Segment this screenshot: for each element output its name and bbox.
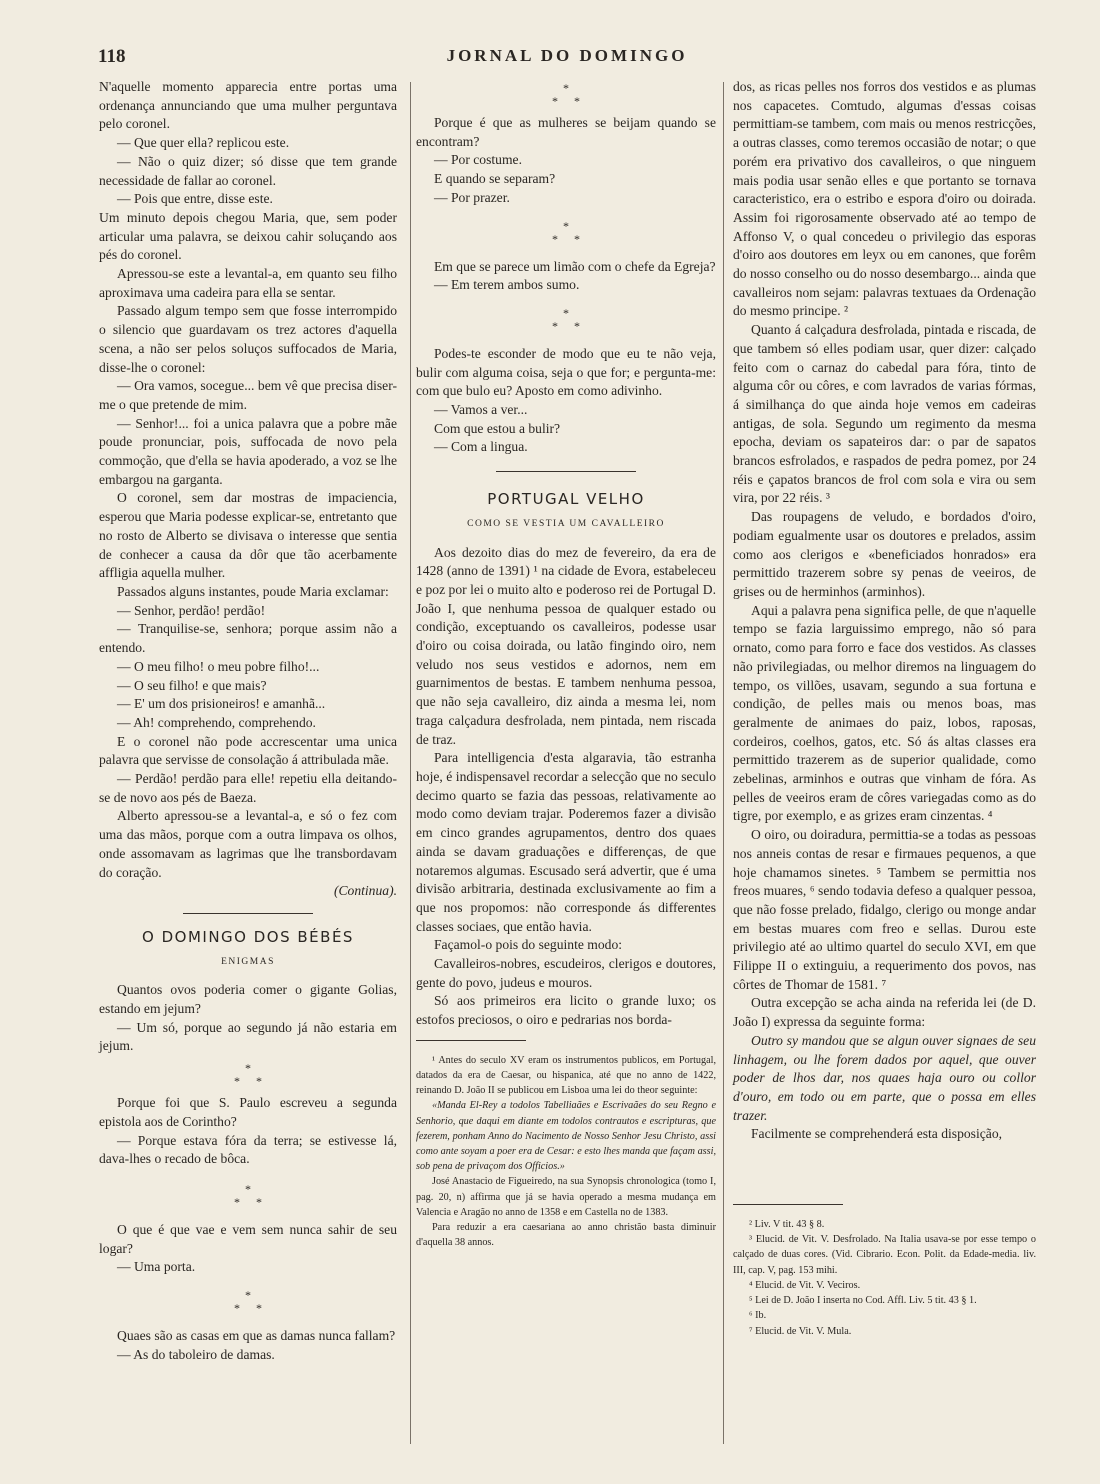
footnote: ⁴ Elucid. de Vit. V. Veciros. — [749, 1279, 861, 1291]
story-paragraph: Apressou-se este a levantal-a, em quanto seu filho aproximava uma cadeira para ella se sentar. — [99, 266, 397, 300]
column-2 — [416, 78, 716, 1250]
article-paragraph: Só aos primeiros era licito o grande luxo; os estofos preciosos, o oiro e pedrarias nos borda- — [416, 993, 716, 1028]
footnote: ⁵ Lei de D. João I inserta no Cod. Affl. Liv. 5 tit. 43 § 1. — [749, 1295, 977, 1307]
riddle-question: E quando se separam? — [434, 171, 556, 187]
section-subtitle: ENIGMAS — [221, 956, 275, 967]
section-title: PORTUGAL VELHO — [487, 490, 645, 509]
dialogue-line: — Tranquilise-se, senhora; porque assim não a entendo. — [99, 621, 397, 656]
footnote: Para reduzir a era caesariana ao anno christão basta diminuir d'aquella 38 annos. — [416, 1222, 716, 1249]
article-paragraph: Para intelligencia d'esta algaravia, tão estranha hoje, é indispensavel recordar a selecção que no seculo decimo quarto se fazia das pessoas, relativamente ao modo como deviam trajar. Poderemos fazer a divisão em cinco grandes agrupamentos, dentro dos quaes ainda se davam graduações e differenças, de que notaremos algumas. Escusado será advertir, que é uma divisão arbitraria, destinada exclusivamente ao fim a que nos propomos: não corresponde ás differentes classes sociaes, que então havia. — [416, 750, 716, 934]
story-paragraph: N'aquelle momento apparecia entre portas uma ordenança annunciando que uma mulher perguntava pelo coronel. — [99, 79, 397, 132]
story-paragraph: O coronel, sem dar mostras de impaciencia, esperou que Maria podesse explicar-se, entretanto que no rosto de Alberto se divisava o interesse que sentia de conhecer a causa da dôr que tão acerbamente affligia aquella mulher. — [99, 490, 397, 581]
dialogue-line: — O meu filho! o meu pobre filho!... — [117, 658, 320, 674]
article-paragraph: Façamol-o pois do seguinte modo: — [434, 937, 623, 953]
footnotes — [733, 1217, 1036, 1339]
quoted-law: Outro sy mandou que se algun ouver signaes de seu linhagem, ou lhe forem dados por aquel, que ouver poder de lhos dar, nos quaes haja ouro ou collor d'ouro, em todo ou em parte, que o possa em elles trazer. — [733, 1032, 1036, 1123]
asterism: * ** — [234, 1181, 278, 1209]
asterism: * ** — [552, 305, 596, 333]
footnotes — [416, 1053, 716, 1251]
riddle-question: Com que estou a bulir? — [434, 420, 561, 436]
dialogue-line: — Que quer ella? replicou este. — [117, 135, 290, 151]
article-paragraph: Facilmente se comprehenderá esta disposição, — [751, 1126, 1003, 1142]
article-paragraph: Das roupagens de veludo, e bordados d'oiro, podiam egualmente usar os doutores e prelados, assim como aos clerigos e «beneficiados honrados» era permittido trazerem sobre sy penas de veeiros, de grises ou de herminhos (arminhos). — [733, 509, 1036, 599]
dialogue-line: — Pois que entre, disse este. — [117, 191, 273, 207]
footnote-rule — [416, 1040, 526, 1041]
column-rule — [723, 82, 724, 1444]
footnote: ⁶ Ib. — [749, 1310, 767, 1322]
footnote-rule — [733, 1204, 843, 1205]
story-paragraph: Passado algum tempo sem que fosse interrompido o silencio que guardavam os trez actores d'aquella scena, a não ser pelos soluços suffocados de Maria, disse-lhe o coronel: — [99, 303, 397, 375]
footnote: José Anastacio de Figueiredo, na sua Synopsis chronologica (tomo I, pag. 20, n) affirma que já se havia operado a mesma mudança em Valencia e Aragão no anno de 1358 e em Castella no de 1383. — [416, 1176, 716, 1218]
asterism: * ** — [234, 1288, 278, 1316]
section-divider — [496, 471, 636, 472]
riddle-answer: — Em terem ambos sumo. — [434, 277, 580, 293]
enigma-question: Quaes são as casas em que as damas nunca fallam? — [117, 1328, 396, 1344]
asterism: * ** — [552, 81, 596, 108]
enigma-answer: — Um só, porque ao segundo já não estaria em jejum. — [99, 1019, 397, 1054]
story-paragraph: E o coronel não pode accrescentar uma unica palavra que servisse de consolação á attribulada mãe. — [99, 733, 397, 768]
article-paragraph: O oiro, ou doiradura, permittia-se a todas as pessoas nos anneis contas de resar e firmaues pequenos, a que hoje chamamos sinetes. ⁵ Tambem se permittia nos freos muares, ⁶ sendo todavia defeso a qualquer pessoa, que não fosse prelado, fidalgo, clerigo ou monge andar em bestas muares com freo e sellas. Durou este privilegio até ao ultimo quartel do seculo XVI, em que Filippe II o extinguiu, a requerimento dos povos, nas côrtes de Thomar de 1581. ⁷ — [733, 827, 1036, 992]
enigma-question: O que é que vae e vem sem nunca sahir de seu logar? — [99, 1221, 397, 1256]
dialogue-line: — Ah! comprehendo, comprehendo. — [117, 714, 316, 730]
article-paragraph: Outra excepção se acha ainda na referida lei (de D. João I) expressa da seguinte forma: — [733, 995, 1036, 1030]
dialogue-line: — Não o quiz dizer; só disse que tem grande necessidade de fallar ao coronel. — [99, 153, 397, 188]
riddle-question: Em que se parece um limão com o chefe da Egreja? — [434, 258, 716, 274]
section-divider — [183, 913, 313, 914]
masthead: JORNAL DO DOMINGO — [446, 46, 688, 65]
enigma-question: Quantos ovos poderia comer o gigante Golias, estando em jejum? — [99, 982, 397, 1017]
article-paragraph: dos, as ricas pelles nos forros dos vestidos e as plumas nos capacetes. Comtudo, algumas d'essas coisas permittiam-se tambem, com mais ou menos restricções, a outras classes, como teremos occasião de notar; o que porém era privativo dos cavalleiros, o que ninguem mais podia usar senão elles e que portanto se tornava caracteristico, era o estribo e espora d'oiro ou doirada. Assim foi rigorosamente observado até ao tempo de Affonso V, o qual concedeu o privilegio das esporas d'oiro aos doutores em leyx ou em canones, que forêm do nosso conselho ou do nosso desembargo... ainda que cavalleiros nom sejam: palavras textuaes da Ordenação do mesmo principe. ² — [733, 79, 1036, 319]
footnote: ² Liv. V tit. 43 § 8. — [749, 1219, 825, 1231]
asterism: * ** — [234, 1061, 278, 1089]
enigma-answer: — Uma porta. — [117, 1259, 196, 1275]
footnote: ³ Elucid. de Vit. V. Desfrolado. Na Italia usava-se por esse tempo o calçado de duas cores. (Vid. Cibrario. Econ. Polit. da Edade-media. liv. III, cap. V, pag. 153 mihi. — [733, 1234, 1036, 1276]
dialogue-line: — Senhor, perdão! perdão! — [117, 602, 266, 618]
footnote: ¹ Antes do seculo XV eram os instrumentos publicos, em Portugal, datados da era de Caesar, ou hispanica, até que no anno de 1422, reinando D. João II se publicou em Lisboa uma lei do theor seguinte: — [416, 1054, 716, 1097]
article-paragraph: Cavalleiros-nobres, escudeiros, clerigos e doutores, gente do povo, judeus e mouros. — [416, 956, 716, 990]
footnote-quote: «Manda El-Rey a todolos Tabelliaães e Escrivaães do seu Regno e Senhorio, que daqui em diante em todolos contrautos e escripturas, que fezerem, ponham Anno do Nacimento de Nosso Senhor Jesu Christo, assi como ante soyam a poer era de Cesar: e esto lhes manda que façam assi, sob pena de privaçom dos Officios.» — [416, 1100, 716, 1173]
asterism: * ** — [552, 218, 596, 246]
story-paragraph: Um minuto depois chegou Maria, que, sem poder articular uma palavra, se deixou cahir soluçando aos pés do coronel. — [99, 209, 397, 263]
dialogue-line: — O seu filho! e que mais? — [117, 677, 267, 693]
story-paragraph: Passados alguns instantes, poude Maria exclamar: — [117, 583, 389, 599]
dialogue-line: — Ora vamos, socegue... bem vê que precisa diser-me o que pretende de mim. — [99, 378, 397, 412]
page-header — [98, 42, 1036, 72]
enigma-answer: — As do taboleiro de damas. — [117, 1346, 275, 1362]
riddle-answer: — Por costume. — [434, 152, 522, 168]
column-rule — [410, 82, 411, 1444]
article-paragraph: Quanto á calçadura desfrolada, pintada e riscada, de que tambem só elles podiam usar, quer dizer: calçado feito com o carnaz do cabedal para fóra, tinto de alguma côr ou côres, e com lavrados de varias fórmas, á similhança do que ainda hoje vemos em cadeiras antigas, de sola. Segundo um regimento da mesma epocha, deviam os sapateiros dar: o par de sapatos brancos esfrolados, e raspados de pedra pomez, por 24 réis e çapatos brancos de frol com sola e vira ou sem vira, por 22 réis. ³ — [733, 322, 1036, 506]
section-subtitle: COMO SE VESTIA UM CAVALLEIRO — [467, 518, 665, 529]
section-title: O DOMINGO DOS BÉBÉS — [142, 927, 354, 946]
article-paragraph: Aqui a palavra pena significa pelle, de que n'aquelle tempo se fazia larguissimo emprego, não só para ornato, como para forro e face dos vestidos. As classes não privilegiadas, ou melhor diremos na linguagem do tempo, os villões, usavam, segundo a sua fortuna e condição, de pelles mais ou menos boas, mas geralmente de animaes do paiz, lobos, raposas, cordeiros, coelhos, gatos, etc. Só ás altas classes era permittido trazerem as de superior qualidade, como zebelinas, arminhos e outras que vinham de fóra. As pelles de veeiros eram de côres variegadas como as do tigre, por exemplo, e as grizes eram cinzentas. ⁴ — [733, 602, 1036, 824]
footnote: ⁷ Elucid. de Vit. V. Mula. — [749, 1325, 852, 1337]
page-number: 118 — [98, 46, 126, 67]
riddle-answer: — Por prazer. — [434, 189, 510, 205]
riddle-answer: — Vamos a ver... — [434, 402, 528, 418]
dialogue-line: — Perdão! perdão para elle! repetiu ella deitando-se de novo aos pés de Baeza. — [99, 771, 397, 805]
enigma-answer: — Porque estava fóra da terra; se estivesse lá, dava-lhes o recado de bôca. — [99, 1132, 397, 1167]
dialogue-line: — Senhor!... foi a unica palavra que a pobre mãe poude pronunciar, pois, suffocada de novo pela commoção, que d'ella se havia apoderado, a voz se lhe embargou na garganta. — [99, 415, 397, 487]
continua-note: (Continua). — [333, 883, 397, 899]
riddle-question: Porque é que as mulheres se beijam quando se encontram? — [416, 115, 716, 149]
column-1 — [99, 78, 397, 1364]
enigma-question: Porque foi que S. Paulo escreveu a segunda epistola aos de Corintho? — [99, 1095, 397, 1129]
riddle-answer: — Com a lingua. — [434, 439, 528, 455]
riddle-question: Podes-te esconder de modo que eu te não veja, bulir com alguma coisa, seja o que for; e pergunta-me: com que bulo eu? Aposto em como adivinho. — [416, 345, 716, 399]
story-paragraph: Alberto apressou-se a levantal-a, e só o fez com uma das mãos, porque com a outra limpava os olhos, onde assomavam as lagrimas que lhe transbordavam do coração. — [99, 808, 397, 880]
article-paragraph: Aos dezoito dias do mez de fevereiro, da era de 1428 (anno de 1391) ¹ na cidade de Evora, estabeleceu e poz por lei o muito alto e poderoso rei de Portugal D. João I, que nenhuma pessoa de qualquer estado ou condição, exceptuando os cavalleiros, podesse usar d'oiro ou coisa doirada, ou latão fingindo oiro, nem veludo nos seus vestidos e adornos, nem em guarnimentos de bestas. E tambem nenhuma pessoa, que não seja cavalleiro, diz ainda a mesma lei, nom traga calçadura desfrolada, nem pintada, nem riscada de traz. — [416, 544, 716, 747]
column-3 — [733, 78, 1036, 1339]
dialogue-line: — E' um dos prisioneiros! e amanhã... — [117, 696, 326, 712]
